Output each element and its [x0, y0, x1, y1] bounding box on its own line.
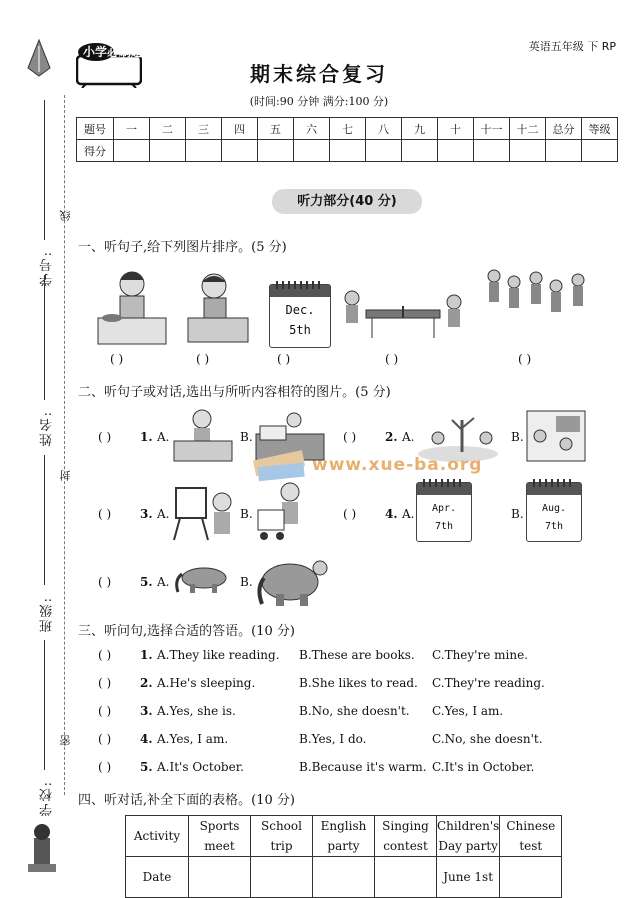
score-cell[interactable] — [186, 140, 222, 162]
score-cell[interactable] — [222, 140, 258, 162]
score-table — [76, 117, 618, 162]
boy-at-table-picture[interactable] — [172, 407, 234, 463]
listening-section-header: 听力部分(40 分) — [272, 189, 422, 214]
q2-4-option-b-label: B. — [511, 507, 524, 521]
cell-line: Day party — [438, 839, 498, 853]
q2-5-option-b-label: B. — [240, 575, 253, 589]
q3-4-option-b[interactable]: B.Yes, I do. — [299, 732, 367, 746]
score-header-cell: 等级 — [582, 118, 618, 140]
student-id-label: 学号: — [40, 250, 55, 287]
date-cell[interactable] — [375, 857, 437, 898]
date-cell[interactable] — [189, 857, 251, 898]
calendar-apr-7th[interactable] — [416, 482, 472, 542]
cell-line: Chinese — [506, 819, 556, 833]
cell-line: Children's — [437, 819, 500, 833]
activity-header-cell — [189, 816, 251, 857]
big-elephant-picture[interactable] — [256, 558, 330, 608]
answer-blank[interactable]: ( ) — [110, 352, 124, 366]
score-header-cell: 九 — [402, 118, 438, 140]
score-table-score-row — [77, 140, 618, 162]
q2-3-option-a-label: A. — [157, 507, 170, 521]
score-cell[interactable] — [510, 140, 546, 162]
score-cell[interactable] — [438, 140, 474, 162]
cut-word-seal: 封 — [59, 470, 72, 481]
q2-4-blank[interactable]: ( ) — [343, 507, 357, 521]
q3-2-option-a[interactable]: A.He's sleeping. — [157, 676, 256, 690]
score-cell[interactable] — [114, 140, 150, 162]
score-cell[interactable] — [258, 140, 294, 162]
score-header-cell: 七 — [330, 118, 366, 140]
q2-1-number: 1. — [140, 430, 153, 444]
score-cell[interactable] — [294, 140, 330, 162]
score-cell[interactable] — [330, 140, 366, 162]
grade-info: 英语五年级 下 RP — [528, 40, 616, 53]
q3-4-number: 4. — [140, 732, 153, 746]
calendar-day: 5th — [289, 323, 311, 337]
calendar-dec-5th — [269, 284, 331, 348]
section2-heading: 二、听句子或对话,选出与所听内容相符的图片。(5 分) — [78, 385, 391, 400]
answer-blank[interactable]: ( ) — [385, 352, 399, 366]
q2-5-blank[interactable]: ( ) — [98, 575, 112, 589]
q2-1-blank[interactable]: ( ) — [98, 430, 112, 444]
score-header-cell: 十二 — [510, 118, 546, 140]
q3-4-option-a[interactable]: A.Yes, I am. — [157, 732, 229, 746]
date-cell[interactable] — [500, 857, 562, 898]
date-cell[interactable] — [313, 857, 375, 898]
score-cell[interactable] — [150, 140, 186, 162]
q3-5-blank[interactable]: ( ) — [98, 760, 112, 774]
q3-3-option-b[interactable]: B.No, she doesn't. — [299, 704, 410, 718]
q3-3-option-c[interactable]: C.Yes, I am. — [432, 704, 504, 718]
answer-blank[interactable]: ( ) — [277, 352, 291, 366]
score-header-cell: 三 — [186, 118, 222, 140]
watermark-books-icon — [250, 445, 310, 485]
cell-line: trip — [270, 839, 293, 853]
cell-line: Sports — [199, 819, 240, 833]
q3-3-number: 3. — [140, 704, 153, 718]
cell-line: meet — [204, 839, 235, 853]
class-label: 班级: — [40, 596, 55, 633]
cell-line: Singing — [382, 819, 429, 833]
calendar-day: 7th — [544, 521, 564, 532]
school-label: 学校: — [40, 780, 55, 817]
score-cell[interactable] — [402, 140, 438, 162]
score-header-cell: 八 — [366, 118, 402, 140]
cell-line: English — [320, 819, 367, 833]
small-elephant-picture[interactable] — [172, 564, 234, 594]
knight-decoration — [22, 820, 62, 875]
q3-1-number: 1. — [140, 648, 153, 662]
calendar-month: Aug. — [541, 503, 567, 514]
score-header-cell: 总分 — [546, 118, 582, 140]
score-header-cell: 题号 — [77, 118, 114, 140]
cut-word-secret: 密 — [59, 735, 72, 746]
q3-1-option-a[interactable]: A.They like reading. — [157, 648, 280, 662]
answer-blank[interactable]: ( ) — [518, 352, 532, 366]
q2-1-option-b-label: B. — [240, 430, 253, 444]
q3-2-option-c[interactable]: C.They're reading. — [432, 676, 545, 690]
activity-header-cell — [251, 816, 313, 857]
q2-2-option-a-label: A. — [402, 430, 415, 444]
score-cell[interactable] — [582, 140, 618, 162]
cell-line: Activity — [133, 829, 181, 843]
score-header-cell: 二 — [150, 118, 186, 140]
family-room-picture[interactable] — [526, 410, 586, 462]
calendar-month: Apr. — [431, 503, 457, 514]
section1-heading: 一、听句子,给下列图片排序。(5 分) — [78, 240, 287, 255]
q2-3-blank[interactable]: ( ) — [98, 507, 112, 521]
activity-header-cell — [437, 816, 500, 857]
score-header-cell: 六 — [294, 118, 330, 140]
exam-subtitle: (时间:90 分钟 满分:100 分) — [249, 95, 389, 108]
q2-4-number: 4. — [385, 507, 398, 521]
q3-3-blank[interactable]: ( ) — [98, 704, 112, 718]
q2-3-number: 3. — [140, 507, 153, 521]
date-cell[interactable] — [251, 857, 313, 898]
date-cell: June 1st — [437, 857, 500, 898]
q2-5-number: 5. — [140, 575, 153, 589]
calendar-month: Dec. — [285, 303, 315, 317]
date-row — [126, 857, 562, 898]
score-header-cell: 四 — [222, 118, 258, 140]
cell-line: party — [327, 839, 360, 853]
q3-5-number: 5. — [140, 760, 153, 774]
q3-2-blank[interactable]: ( ) — [98, 676, 112, 690]
q3-1-option-b[interactable]: B.These are books. — [299, 648, 415, 662]
q3-4-blank[interactable]: ( ) — [98, 732, 112, 746]
calendar-day: 7th — [434, 521, 454, 532]
name-label: 姓名: — [40, 410, 55, 447]
girl-cooking-picture — [96, 266, 168, 346]
q2-1-option-a-label: A. — [157, 430, 170, 444]
cell-line: test — [519, 839, 543, 853]
q3-2-option-b[interactable]: B.She likes to read. — [299, 676, 418, 690]
student-id-line — [44, 100, 45, 240]
answer-blank[interactable]: ( ) — [196, 352, 210, 366]
watermark-url: www.xue-ba.org — [312, 455, 483, 475]
q3-3-option-a[interactable]: A.Yes, she is. — [157, 704, 236, 718]
score-cell[interactable] — [546, 140, 582, 162]
q3-1-blank[interactable]: ( ) — [98, 648, 112, 662]
activity-table — [125, 815, 562, 898]
score-cell[interactable] — [366, 140, 402, 162]
activity-header-cell — [375, 816, 437, 857]
score-table-header-row — [77, 118, 618, 140]
q3-1-option-c[interactable]: C.They're mine. — [432, 648, 528, 662]
school-line — [44, 640, 45, 770]
calendar-aug-7th[interactable] — [526, 482, 582, 542]
ping-pong-picture — [338, 286, 468, 342]
children-group-picture — [482, 264, 600, 340]
score-header-cell: 十一 — [474, 118, 510, 140]
q2-2-blank[interactable]: ( ) — [343, 430, 357, 444]
girl-painting-picture[interactable] — [170, 484, 238, 542]
activity-header-cell — [500, 816, 562, 857]
q2-4-option-a-label: A. — [402, 507, 415, 521]
section4-heading: 四、听对话,补全下面的表格。(10 分) — [78, 793, 295, 808]
q3-4-option-c[interactable]: C.No, she doesn't. — [432, 732, 543, 746]
binding-line — [64, 95, 65, 795]
q2-3-option-b-label: B. — [240, 507, 253, 521]
score-cell[interactable] — [474, 140, 510, 162]
cut-word-line: 线 — [59, 210, 72, 221]
q3-5-option-b[interactable]: B.Because it's warm. — [299, 760, 427, 774]
q2-5-option-a-label: A. — [157, 575, 170, 589]
activity-header-cell — [313, 816, 375, 857]
girl-shopping-picture[interactable] — [254, 480, 310, 544]
q2-2-number: 2. — [385, 430, 398, 444]
score-header-cell: 五 — [258, 118, 294, 140]
score-header-cell: 十 — [438, 118, 474, 140]
cell-line: contest — [383, 839, 428, 853]
boy-eating-picture — [182, 270, 252, 346]
score-row-label: 得分 — [77, 140, 114, 162]
activity-header-row — [126, 816, 562, 857]
section3-heading: 三、听问句,选择合适的答语。(10 分) — [78, 624, 295, 639]
q2-2-option-b-label: B. — [511, 430, 524, 444]
q3-5-option-c[interactable]: C.It's in October. — [432, 760, 535, 774]
activity-header-cell — [126, 816, 189, 857]
q3-2-number: 2. — [140, 676, 153, 690]
page-title: 期末综合复习 — [250, 62, 388, 86]
cell-line: School — [261, 819, 302, 833]
name-line — [44, 275, 45, 400]
q3-5-option-a[interactable]: A.It's October. — [157, 760, 244, 774]
score-header-cell: 一 — [114, 118, 150, 140]
logo-text-top: 小学必刷题 — [83, 45, 144, 59]
date-label: Date — [126, 857, 189, 898]
class-line — [44, 455, 45, 585]
